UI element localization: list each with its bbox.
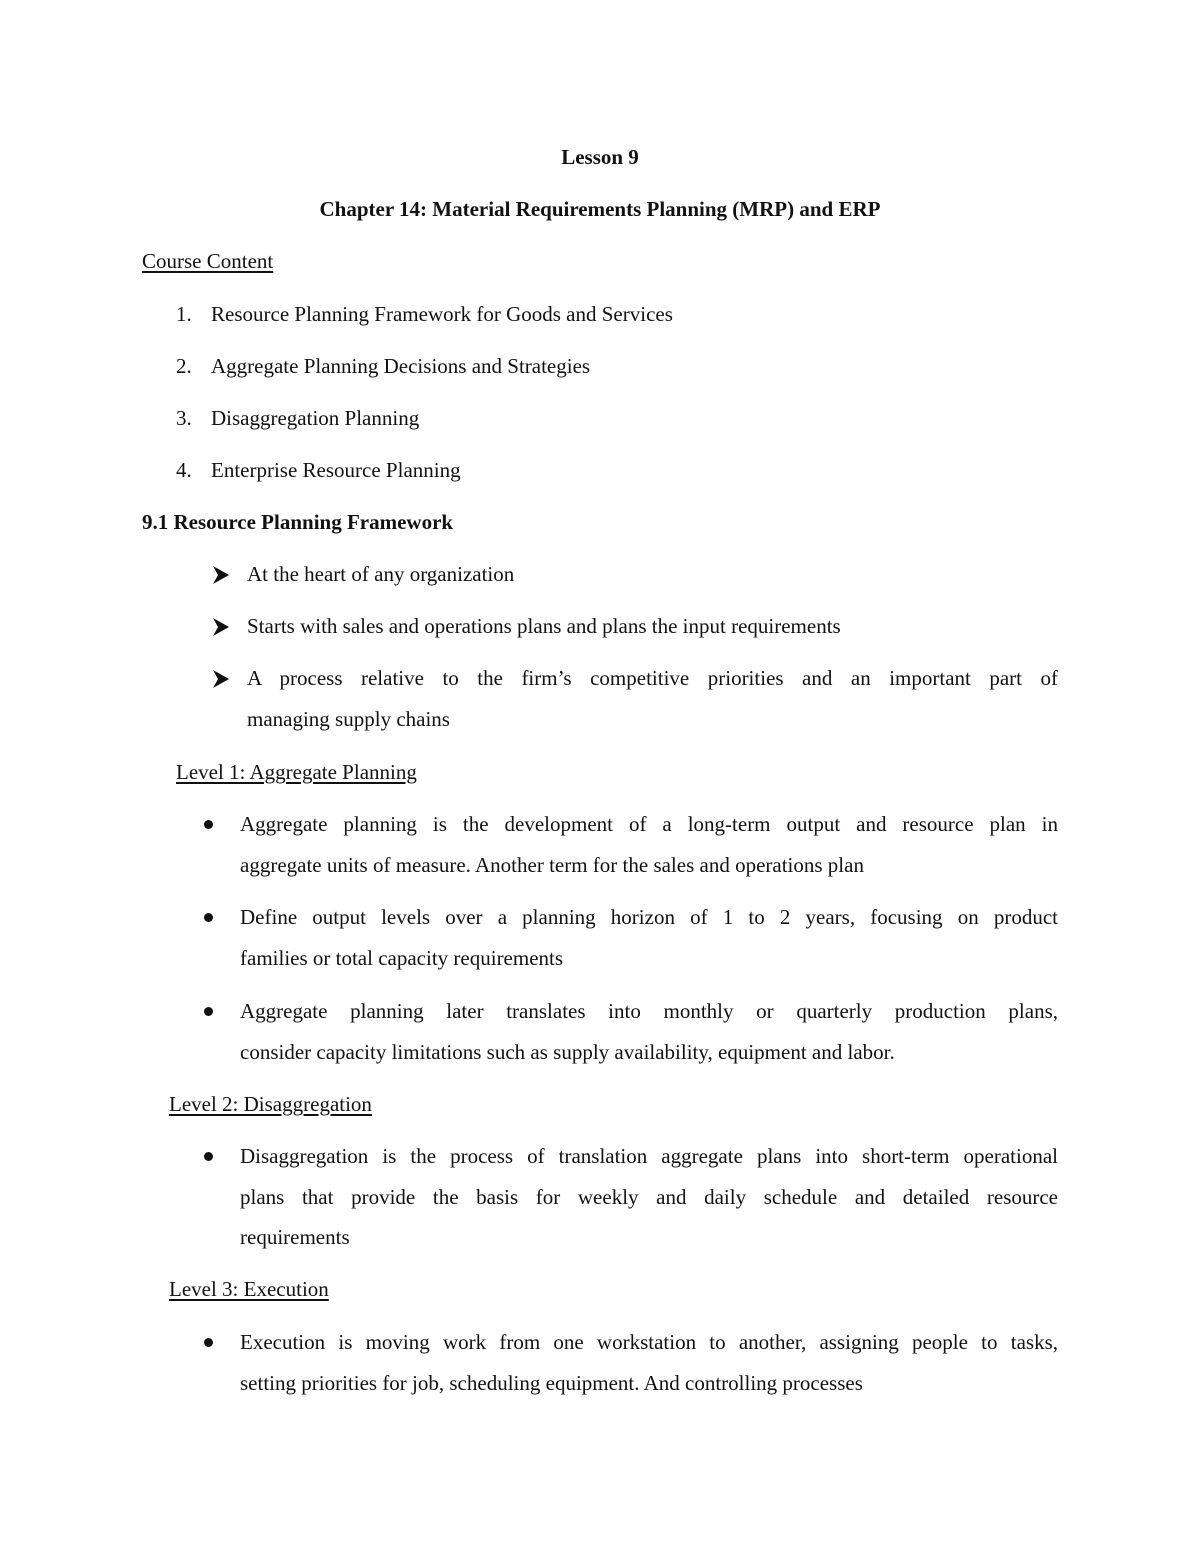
list-number: 1. — [176, 302, 192, 326]
bullet-text: Disaggregation is the process of translation aggregate plans into short-term operational — [240, 1144, 1058, 1168]
arrow-bullet-icon — [212, 669, 230, 689]
bullet-text: A process relative to the firm’s competitive priorities and an important part of — [247, 666, 1058, 690]
bullet-dot-icon — [204, 913, 213, 922]
arrow-bullet-icon — [212, 617, 230, 637]
bullet-text: At the heart of any organization — [247, 562, 515, 586]
bullet-dot-icon — [204, 1338, 213, 1347]
list-item: Disaggregation Planning — [211, 406, 420, 430]
bullet-dot-icon — [204, 1007, 213, 1016]
bullet-text: consider capacity limitations such as supply availability, equipment and labor. — [240, 1040, 895, 1064]
bullet-text: Define output levels over a planning horizon of 1 to 2 years, focusing on product — [240, 905, 1058, 929]
bullet-text: families or total capacity requirements — [240, 946, 564, 970]
list-item: Enterprise Resource Planning — [211, 458, 461, 482]
bullet-text: Execution is moving work from one workstation to another, assigning people to tasks, — [240, 1330, 1058, 1354]
level-3-heading: Level 3: Execution — [169, 1277, 329, 1301]
bullet-dot-icon — [204, 1152, 213, 1161]
list-number: 4. — [176, 458, 192, 482]
bullet-text: aggregate units of measure. Another term for the sales and operations plan — [240, 853, 864, 877]
bullet-text: Aggregate planning later translates into monthly or quarterly production plans, — [240, 999, 1058, 1023]
section-heading: 9.1 Resource Planning Framework — [142, 510, 454, 534]
list-item: Aggregate Planning Decisions and Strategies — [211, 354, 591, 378]
list-item: Resource Planning Framework for Goods and Services — [211, 302, 673, 326]
list-number: 3. — [176, 406, 192, 430]
bullet-text: Aggregate planning is the development of a long-term output and resource plan in — [240, 812, 1058, 836]
bullet-text: plans that provide the basis for weekly and daily schedule and detailed resource — [240, 1185, 1058, 1209]
level-1-heading: Level 1: Aggregate Planning — [176, 760, 417, 784]
list-number: 2. — [176, 354, 192, 378]
course-content-heading: Course Content — [142, 249, 274, 273]
bullet-text: setting priorities for job, scheduling equipment. And controlling processes — [240, 1371, 863, 1395]
bullet-text: Starts with sales and operations plans and plans the input requirements — [247, 614, 841, 638]
bullet-text: requirements — [240, 1225, 350, 1249]
bullet-dot-icon — [204, 820, 213, 829]
arrow-bullet-icon — [212, 565, 230, 585]
chapter-title: Chapter 14: Material Requirements Planning (MRP) and ERP — [319, 197, 881, 221]
lesson-title: Lesson 9 — [561, 145, 639, 169]
bullet-text: managing supply chains — [247, 707, 450, 731]
level-2-heading: Level 2: Disaggregation — [169, 1092, 372, 1116]
